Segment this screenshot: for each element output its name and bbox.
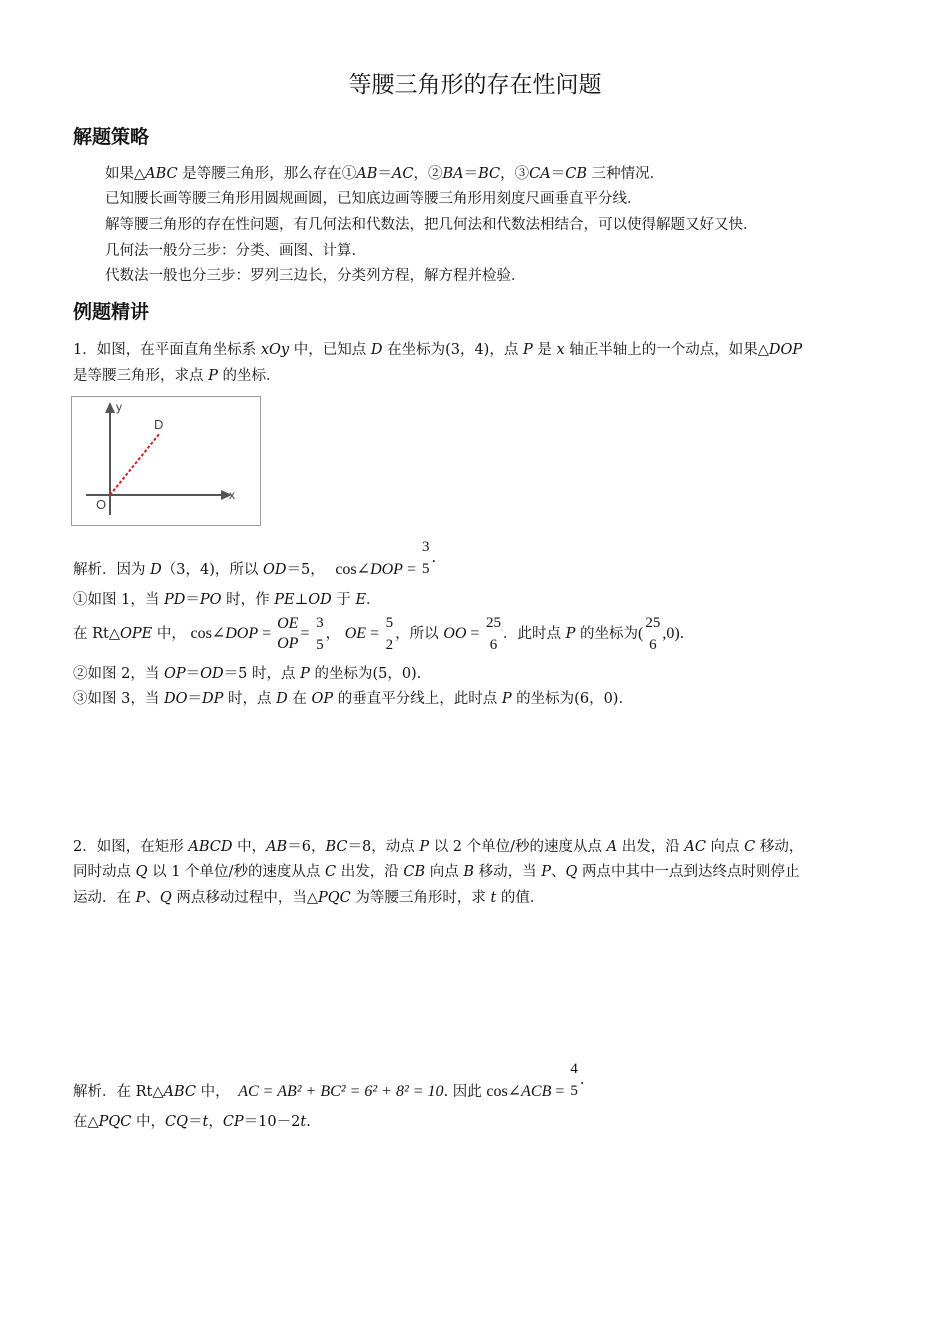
frac-25-6-coord: 25 6: [645, 615, 661, 653]
example1-question-line-2: 是等腰三角形，求点 P 的坐标．: [73, 368, 281, 384]
example1-solution-line-2: ①如图 1，当 PD＝PO 时，作 PE⊥OD 于 E．: [73, 592, 381, 608]
label-x: x: [229, 488, 235, 502]
example2-solution-line-1: 解析．在 Rt△ABC 中， AC = AB² + BC² = 6² + 8² = 10. 因此 cos∠ACB = 4 5 .: [73, 1058, 584, 1102]
example1-solution-line-1: 解析．因为 D（3，4)，所以 OD＝5， cos∠DOP = 3 5 .: [73, 536, 436, 580]
y-axis-arrow: [105, 402, 115, 413]
frac-3-5-b: 3 5: [316, 615, 324, 653]
example2-question-line-2: 同时动点 Q 以 1 个单位/秒的速度从点 C 出发，沿 CB 向点 B 移动，当 P、Q 两点中其中一点到达终点时则停止: [73, 864, 800, 880]
strategy-line-1: 如果△ABC 是等腰三角形，那么存在①AB＝AC，②BA＝BC，③CA＝CB 三种情况．: [105, 166, 665, 182]
example2-solution-line-2: 在△PQC 中，CQ＝t，CP＝10－2t.: [73, 1114, 311, 1130]
frac-3-5: 3 5: [421, 539, 430, 577]
page-title: 等腰三角形的存在性问题: [348, 72, 602, 98]
label-d: D: [154, 417, 164, 432]
example2-question-line-1: 2．如图，在矩形 ABCD 中，AB＝6，BC＝8，动点 P 以 2 个单位/秒的速度从点 A 出发，沿 AC 向点 C 移动，: [73, 839, 804, 855]
frac-25-6: 25 6: [486, 615, 502, 653]
label-y: y: [116, 400, 122, 414]
frac-oe-op: OE OP: [277, 615, 299, 652]
example1-solution-line-5: ③如图 3，当 DO＝DP 时，点 D 在 OP 的垂直平分线上，此时点 P 的坐标为(6，0)．: [73, 691, 633, 707]
example1-solution-line-4: ②如图 2，当 OP＝OD＝5 时，点 P 的坐标为(5，0)．: [73, 666, 432, 682]
frac-5-2: 5 2: [385, 615, 394, 653]
section-heading-examples: 例题精讲: [73, 301, 150, 323]
segment-od: [110, 433, 160, 495]
strategy-line-5: 代数法一般也分三步：罗列三边长，分类列方程，解方程并检验．: [105, 268, 526, 284]
strategy-line-2: 已知腰长画等腰三角形用圆规画圆，已知底边画等腰三角形用刻度尺画垂直平分线．: [105, 191, 642, 207]
section-heading-strategy: 解题策略: [73, 126, 150, 148]
strategy-line-4: 几何法一般分三步：分类、画图、计算．: [105, 243, 366, 259]
strategy-line-3: 解等腰三角形的存在性问题，有几何法和代数法，把几何法和代数法相结合，可以使得解题又好又快．: [105, 217, 758, 233]
frac-4-5: 4 5: [570, 1061, 578, 1099]
example1-question-line-1: 1．如图，在平面直角坐标系 xOy 中，已知点 D 在坐标为(3，4)，点 P 是 x 轴正半轴上的一个动点，如果△DOP: [73, 342, 803, 358]
example1-solution-line-3: 在 Rt△OPE 中， cos∠DOP = OE OP = 3 5 ， OE = 5 2 ，所以 OO = 25 6 ．此时点 P 的坐标为( 25 6 ,0).: [73, 612, 684, 656]
coordinate-figure-svg: [72, 397, 260, 525]
coordinate-figure: [71, 396, 261, 526]
label-o: O: [96, 497, 107, 512]
example2-question-line-3: 运动．在 P、Q 两点移动过程中，当△PQC 为等腰三角形时，求 t 的值．: [73, 890, 545, 906]
